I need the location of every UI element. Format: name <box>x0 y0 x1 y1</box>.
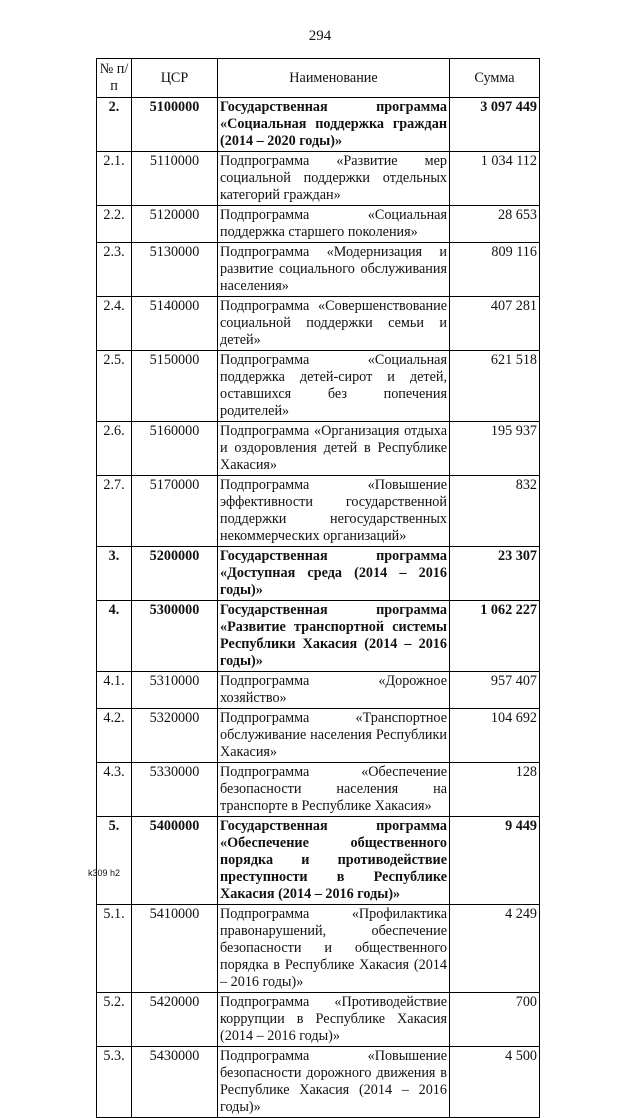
row-sum: 1 034 112 <box>450 152 540 206</box>
row-csr-code: 5320000 <box>132 709 218 763</box>
row-csr-code: 5300000 <box>132 601 218 672</box>
row-number: 4. <box>97 601 132 672</box>
row-number: 5.3. <box>97 1047 132 1118</box>
table-row <box>97 243 540 297</box>
row-csr-code: 5140000 <box>132 297 218 351</box>
row-csr-code: 5120000 <box>132 206 218 243</box>
row-csr-code: 5310000 <box>132 672 218 709</box>
row-sum: 957 407 <box>450 672 540 709</box>
row-csr-code: 5100000 <box>132 98 218 152</box>
row-number: 2. <box>97 98 132 152</box>
row-sum: 104 692 <box>450 709 540 763</box>
table-body <box>97 98 540 1118</box>
row-sum: 4 249 <box>450 905 540 993</box>
row-name: Подпрограмма «Повышение эффективности государственной поддержки негосударственных некоммерческих организаций» <box>218 476 450 547</box>
table-row <box>97 763 540 817</box>
row-name: Подпрограмма «Профилактика правонарушений, обеспечение безопасности и общественного порядка в Республике Хакасия (2014 – 2016 годы)» <box>218 905 450 993</box>
budget-table <box>96 58 540 1118</box>
row-name: Подпрограмма «Организация отдыха и оздоровления детей в Республике Хакасия» <box>218 422 450 476</box>
row-number: 5. <box>97 817 132 905</box>
row-number: 4.1. <box>97 672 132 709</box>
table-row <box>97 206 540 243</box>
table-row <box>97 601 540 672</box>
row-csr-code: 5420000 <box>132 993 218 1047</box>
table-row <box>97 709 540 763</box>
row-sum: 809 116 <box>450 243 540 297</box>
table-row <box>97 547 540 601</box>
row-sum: 407 281 <box>450 297 540 351</box>
row-sum: 832 <box>450 476 540 547</box>
row-number: 5.2. <box>97 993 132 1047</box>
table-row <box>97 152 540 206</box>
row-csr-code: 5430000 <box>132 1047 218 1118</box>
row-name: Подпрограмма «Дорожное хозяйство» <box>218 672 450 709</box>
row-sum: 128 <box>450 763 540 817</box>
row-name: Подпрограмма «Модернизация и развитие социального обслуживания населения» <box>218 243 450 297</box>
table-row <box>97 905 540 993</box>
row-number: 4.3. <box>97 763 132 817</box>
row-csr-code: 5400000 <box>132 817 218 905</box>
table-row <box>97 297 540 351</box>
row-name: Подпрограмма «Развитие мер социальной поддержки отдельных категорий граждан» <box>218 152 450 206</box>
row-sum: 195 937 <box>450 422 540 476</box>
table-header-row <box>97 59 540 98</box>
row-sum: 3 097 449 <box>450 98 540 152</box>
row-number: 3. <box>97 547 132 601</box>
row-name: Подпрограмма «Обеспечение безопасности населения на транспорте в Республике Хакасия» <box>218 763 450 817</box>
row-csr-code: 5130000 <box>132 243 218 297</box>
row-csr-code: 5150000 <box>132 351 218 422</box>
table-row <box>97 817 540 905</box>
row-sum: 621 518 <box>450 351 540 422</box>
row-csr-code: 5170000 <box>132 476 218 547</box>
row-csr-code: 5200000 <box>132 547 218 601</box>
header-name: Наименование <box>218 59 450 98</box>
row-sum: 23 307 <box>450 547 540 601</box>
row-name: Государственная программа «Обеспечение общественного порядка и противодействие преступности в Республике Хакасия (2014 – 2016 годы)» <box>218 817 450 905</box>
row-csr-code: 5410000 <box>132 905 218 993</box>
row-csr-code: 5330000 <box>132 763 218 817</box>
header-sum: Сумма <box>450 59 540 98</box>
table-row <box>97 351 540 422</box>
row-sum: 1 062 227 <box>450 601 540 672</box>
table-row <box>97 672 540 709</box>
row-number: 5.1. <box>97 905 132 993</box>
row-name: Подпрограмма «Противодействие коррупции в Республике Хакасия (2014 – 2016 годы)» <box>218 993 450 1047</box>
row-name: Подпрограмма «Социальная поддержка старшего поколения» <box>218 206 450 243</box>
row-name: Государственная программа «Развитие транспортной системы Республики Хакасия (2014 – 2016 годы)» <box>218 601 450 672</box>
row-number: 2.3. <box>97 243 132 297</box>
footer-code: k309 h2 <box>88 868 121 878</box>
row-number: 2.7. <box>97 476 132 547</box>
row-name: Подпрограмма «Повышение безопасности дорожного движения в Республике Хакасия (2014 – 2016 годы)» <box>218 1047 450 1118</box>
header-csr: ЦСР <box>132 59 218 98</box>
row-csr-code: 5160000 <box>132 422 218 476</box>
row-csr-code: 5110000 <box>132 152 218 206</box>
table-row <box>97 993 540 1047</box>
row-sum: 700 <box>450 993 540 1047</box>
table-row <box>97 98 540 152</box>
table-row <box>97 422 540 476</box>
row-sum: 28 653 <box>450 206 540 243</box>
row-name: Подпрограмма «Социальная поддержка детей-сирот и детей, оставшихся без попечения родителей» <box>218 351 450 422</box>
row-name: Подпрограмма «Совершенствование социальной поддержки семьи и детей» <box>218 297 450 351</box>
row-number: 2.6. <box>97 422 132 476</box>
row-name: Государственная программа «Социальная поддержка граждан (2014 – 2020 годы)» <box>218 98 450 152</box>
table-row <box>97 476 540 547</box>
header-num: № п/п <box>97 59 132 98</box>
page-number: 294 <box>308 28 332 44</box>
row-number: 2.1. <box>97 152 132 206</box>
row-name: Государственная программа «Доступная среда (2014 – 2016 годы)» <box>218 547 450 601</box>
row-sum: 9 449 <box>450 817 540 905</box>
row-name: Подпрограмма «Транспортное обслуживание населения Республики Хакасия» <box>218 709 450 763</box>
row-number: 2.5. <box>97 351 132 422</box>
row-sum: 4 500 <box>450 1047 540 1118</box>
row-number: 2.4. <box>97 297 132 351</box>
row-number: 2.2. <box>97 206 132 243</box>
table-row <box>97 1047 540 1118</box>
row-number: 4.2. <box>97 709 132 763</box>
